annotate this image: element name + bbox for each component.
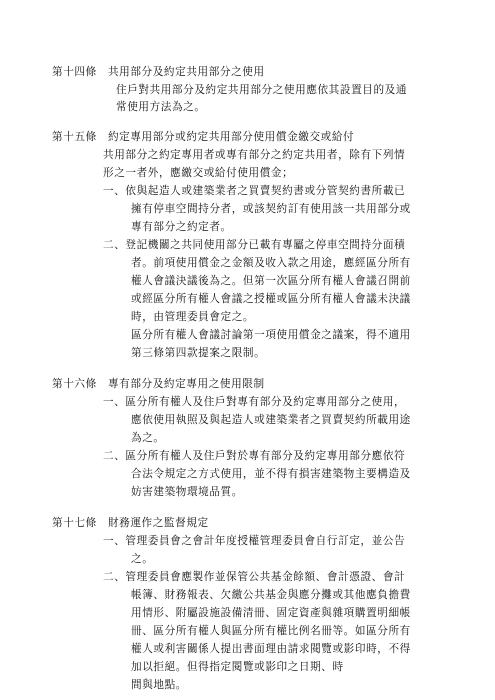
article-15-item: 二、登記機關之共同使用部分已載有專屬之停車空間持分面積 [103,239,406,251]
article-15-line: 者。前項使用償金之金額及收入款之用途，應經區分所有 [131,257,411,269]
article-17-line: 用情形、附屬設施設備清冊、固定資產與雜項購置明細帳 [131,607,411,619]
article-17-line: 加以拒絕。但得指定閱覽或影印之日期、時 [131,661,344,673]
article-15-heading: 第十五條 約定專用部分或約定共用部分使用償金繳交或給付 [52,131,355,143]
article-16-line: 合法令規定之方式使用，並不得有損害建築物主要構造及 [131,468,411,480]
article-16-item: 一、區分所有權人及住戶對專有部分及約定專用部分之使用， [103,396,406,408]
article-17-item: 二、管理委員會應製作並保管公共基金餘額、會計憑證、會計 [103,571,406,583]
article-16-line: 為之。 [131,432,165,444]
article-15-line: 區分所有權人會議討論第一項使用償金之議案，得不適用 [131,329,411,341]
article-15-line: 時，由管理委員會定之。 [131,311,255,323]
article-15-line: 形之一者外，應繳交或給付使用償金； [103,167,294,179]
article-17-heading: 第十七條 財務運作之監督規定 [52,517,209,529]
article-14-heading: 第十四條 共用部分及約定共用部分之使用 [52,66,265,78]
article-15-line: 或經區分所有權人會議之授權或區分所有權人會議未決議 [131,293,411,305]
article-14-line: 住戶對共用部分及約定共用部分之使用應依其設置目的及通 [116,84,408,96]
article-15-line: 權人會議決議後為之。但第一次區分所有權人會議召開前 [131,275,411,287]
article-16-line: 應依使用執照及與起造人或建築業者之買賣契約所載用途 [131,414,411,426]
article-16-heading: 第十六條 專有部分及約定專用之使用限制 [52,378,265,390]
article-17-line: 之。 [131,553,154,565]
article-17-line: 間與地點。 [131,679,187,691]
article-16-line: 妨害建築物環境品質。 [131,486,243,498]
article-15-line: 第三條第四款提案之限制。 [131,347,266,359]
article-17-line: 冊、區分所有權人與區分所有權比例名冊等。如區分所有 [131,625,411,637]
article-16-item: 二、區分所有權人及住戶對於專有部分及約定專用部分應依符 [103,450,406,462]
article-15-line: 擁有停車空間持分者，或該契約訂有使用該一共用部分或 [131,203,411,215]
article-17-line: 帳簿、財務報表、欠繳公共基金與應分攤或其他應負擔費 [131,589,411,601]
article-15-line: 共用部分之約定專用者或專有部分之約定共用者，除有下列情 [103,149,406,161]
article-14-line: 常使用方法為之。 [116,101,206,113]
article-15-line: 專有部分之約定者。 [131,221,232,233]
article-17-item: 一、管理委員會之會計年度授權管理委員會自行訂定，並公告 [103,535,406,547]
article-17-line: 權人或利害關係人提出書面理由請求閱覽或影印時，不得 [131,643,411,655]
article-15-item: 一、依與起造人或建築業者之買賣契約書或分管契約書所載已 [103,185,406,197]
